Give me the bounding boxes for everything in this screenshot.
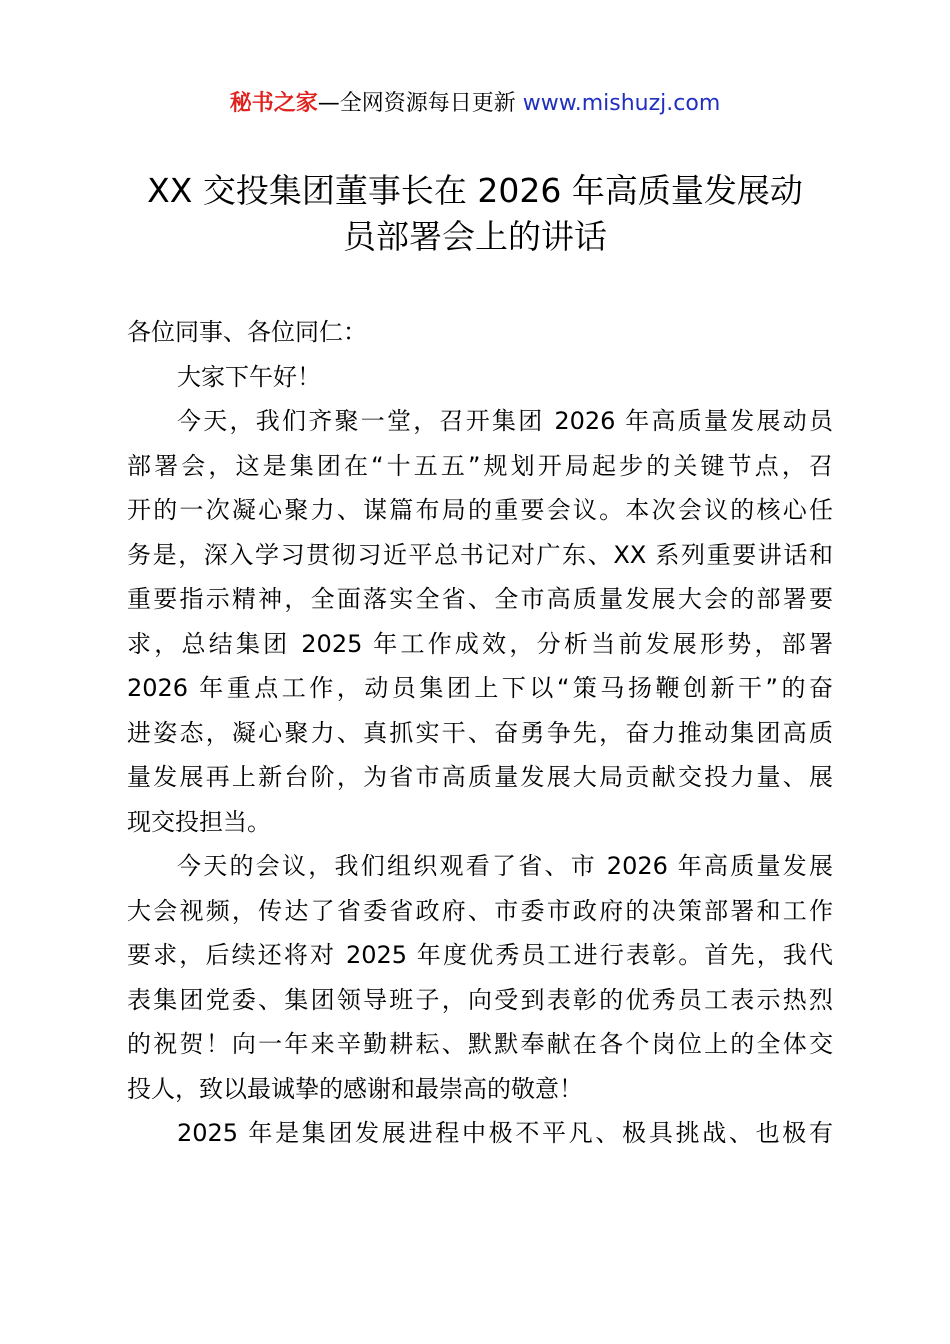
document-title	[110, 168, 840, 260]
paragraph-line: 开的一次凝心聚力、谋篇布局的重要会议。本次会议的核心任	[127, 496, 833, 524]
title-line-1: XX 交投集团董事长在 2026 年高质量发展动	[147, 171, 803, 210]
paragraph-line: 要求，后续还将对 2025 年度优秀员工进行表彰。首先，我代	[127, 941, 833, 969]
paragraph-line: 的祝贺！向一年来辛勤耕耘、默默奉献在各个岗位上的全体交	[127, 1030, 833, 1058]
title-line-2: 员部署会上的讲话	[343, 217, 607, 256]
site-url-link[interactable]: www.mishuzj.com	[522, 91, 721, 116]
paragraph-line: 表集团党委、集团领导班子，向受到表彰的优秀员工表示热烈	[127, 985, 833, 1014]
paragraph-line: 大会视频，传达了省委省政府、市委市政府的决策部署和工作	[127, 896, 833, 925]
paragraph-2	[127, 844, 833, 1111]
paragraph-1	[127, 399, 833, 844]
paragraph-line: 今天，我们齐聚一堂，召开集团 2026 年高质量发展动员	[177, 407, 833, 435]
paragraph-line: 进姿态，凝心聚力、真抓实干、奋勇争先，奋力推动集团高质	[127, 718, 833, 747]
paragraph-line: 投人，致以最诚挚的感谢和最崇高的敬意！	[127, 1074, 583, 1103]
header-tagline: —全网资源每日更新	[317, 91, 523, 116]
paragraph-line: 求，总结集团 2025 年工作成效，分析当前发展形势，部署	[127, 629, 833, 658]
paragraph-line: 2026 年重点工作，动员集团上下以“策马扬鞭创新干”的奋	[127, 674, 833, 702]
paragraph-line: 部署会，这是集团在“十五五”规划开局起步的关键节点，召	[127, 451, 833, 480]
document-body	[127, 310, 833, 1156]
brand-name: 秘书之家	[229, 91, 318, 116]
paragraph-line: 量发展再上新台阶，为省市高质量发展大局贡献交投力量、展	[127, 763, 833, 791]
paragraph-line: 2025 年是集团发展进程中极不平凡、极具挑战、也极有	[177, 1119, 833, 1147]
site-header	[0, 88, 950, 120]
salutation: 各位同事、各位同仁：	[127, 318, 367, 346]
greeting: 大家下午好！	[177, 362, 321, 391]
paragraph-3	[127, 1111, 833, 1156]
paragraph-line: 今天的会议，我们组织观看了省、市 2026 年高质量发展	[177, 852, 833, 880]
paragraph-line: 重要指示精神，全面落实全省、全市高质量发展大会的部署要	[127, 585, 833, 613]
paragraph-line: 务是，深入学习贯彻习近平总书记对广东、XX 系列重要讲话和	[127, 540, 833, 569]
paragraph-line: 现交投担当。	[127, 807, 271, 836]
